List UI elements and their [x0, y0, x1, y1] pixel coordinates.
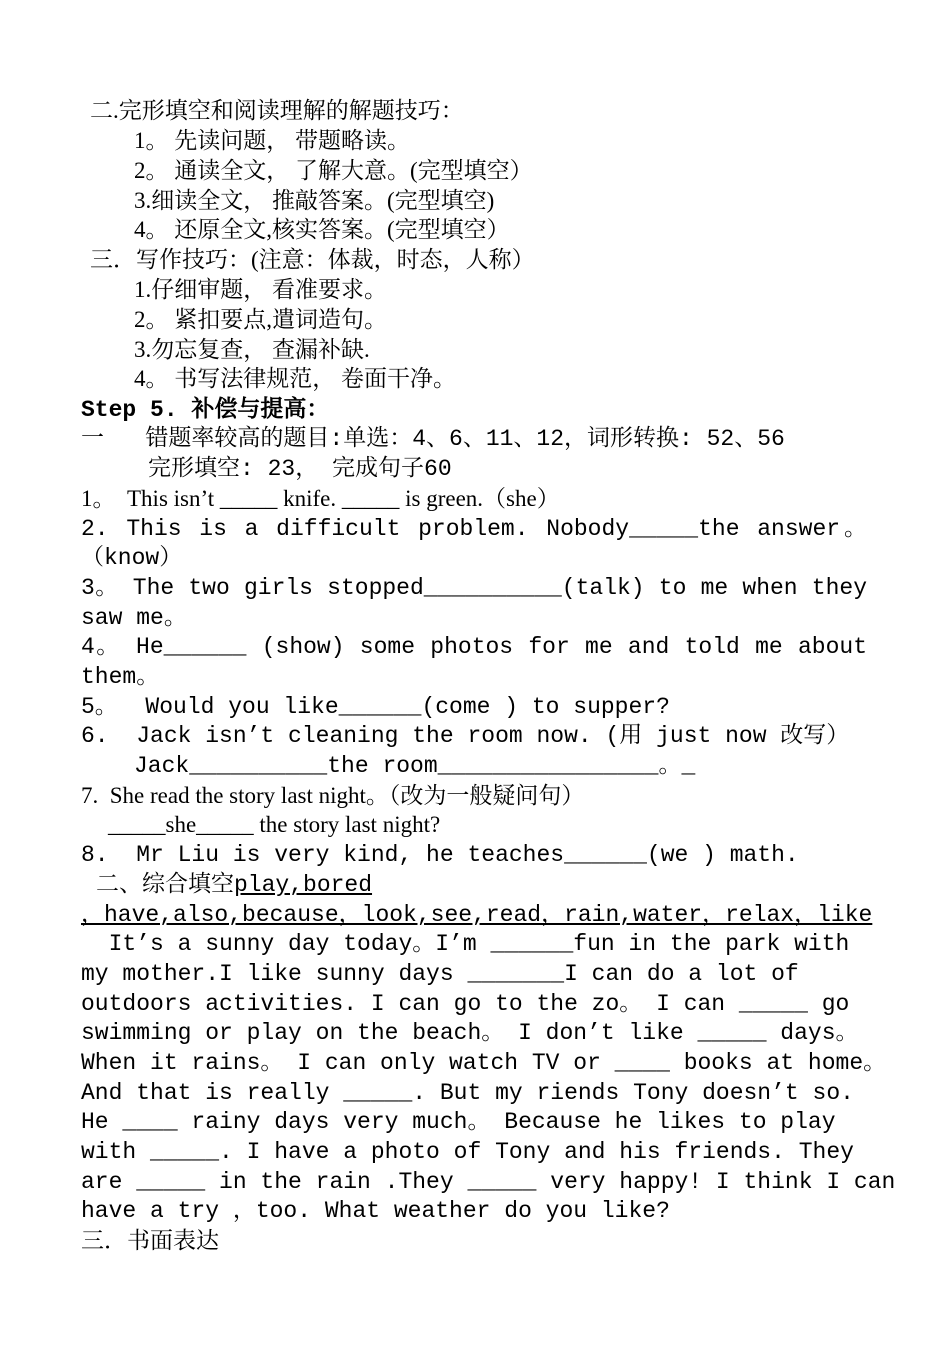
section-3-item-4: 4。 书写法律规范， 卷面干净。: [134, 366, 456, 391]
part-2-word-list-cont: ，have,also,because，look,see,read，rain,water，relax，like: [81, 902, 873, 928]
question-2-hint: （know）: [81, 545, 183, 571]
section-2-item-2: 2。 通读全文， 了解大意。(完型填空）: [134, 158, 533, 183]
section-3-item-3: 3.勿忘复查， 查漏补缺.: [134, 337, 370, 362]
step5-error-topics: 一 错题率较高的题目:单选：4、6、11、12，词形转换: 52、56: [81, 426, 785, 452]
section-3-item-2: 2。 紧扣要点,遣词造句。: [134, 307, 387, 332]
question-5: 5。 Would you like______(come ) to supper?: [81, 694, 670, 720]
passage-line: He ____ rainy days very much。 Because he likes to play: [81, 1109, 836, 1135]
passage-line: are _____ in the rain .They _____ very happy! I think I can: [81, 1169, 896, 1195]
question-6: 6. Jack isn’t cleaning the room now. (用 just now 改写）: [81, 723, 850, 749]
section-3-item-1: 1.仔细审题， 看准要求。: [134, 277, 387, 302]
section-2-item-3: 3.细读全文， 推敲答案。(完型填空): [134, 188, 495, 213]
section-2-title: 二.完形填空和阅读理解的解题技巧：: [90, 98, 464, 123]
part-2-word-list: play,bored: [234, 872, 373, 898]
question-6-answer-line: Jack__________the room________________。_: [134, 753, 696, 779]
section-2-item-1: 1。 先读问题， 带题略读。: [134, 128, 410, 153]
passage-line: my mother.I like sunny days _______I can do a lot of: [81, 961, 799, 987]
step5-error-topics-cont: 完形填空: 23， 完成句子60: [148, 456, 452, 482]
section-2-item-4: 4。 还原全文,核实答案。(完型填空）: [134, 217, 510, 242]
passage-line: swimming or play on the beach。 I don’t like _____ days。: [81, 1020, 859, 1046]
passage-line: have a try ，too. What weather do you like?: [81, 1198, 670, 1224]
question-8: 8. Mr Liu is very kind, he teaches______(we ) math.: [81, 842, 799, 868]
step5-heading: Step 5. 补偿与提高：: [81, 397, 330, 423]
part-2-heading: [96, 870, 372, 900]
question-3: 3。 The two girls stopped__________(talk) to me when they: [81, 575, 867, 601]
question-1: 1。 This isn’t _____ knife. _____ is green.（she）: [81, 486, 560, 511]
passage-line: And that is really _____. But my riends Tony doesn’t so.: [81, 1080, 854, 1106]
question-3-cont: saw me。: [81, 605, 187, 631]
question-4-cont: them。: [81, 664, 160, 690]
question-7-answer-line: _____she_____ the story last night?: [108, 812, 441, 837]
question-2: 2. This is a difficult problem. Nobody_____the answer。: [81, 516, 867, 542]
part-2-label: 二、综合填空: [96, 872, 234, 898]
passage-line: When it rains。 I can only watch TV or ____ books at home。: [81, 1050, 887, 1076]
passage-line: It’s a sunny day today。I’m ______fun in the park with: [81, 931, 850, 957]
passage-line: with _____. I have a photo of Tony and his friends. They: [81, 1139, 854, 1165]
question-4: 4。 He______ (show) some photos for me and told me about: [81, 634, 867, 660]
section-3-title: 三．写作技巧：(注意：体裁，时态，人称）: [90, 247, 535, 272]
question-7: 7. She read the story last night。（改为一般疑问句）: [81, 783, 585, 808]
passage-line: outdoors activities. I can go to the zo。 I can _____ go: [81, 991, 850, 1017]
part-3-heading: 三．书面表达: [81, 1228, 219, 1253]
